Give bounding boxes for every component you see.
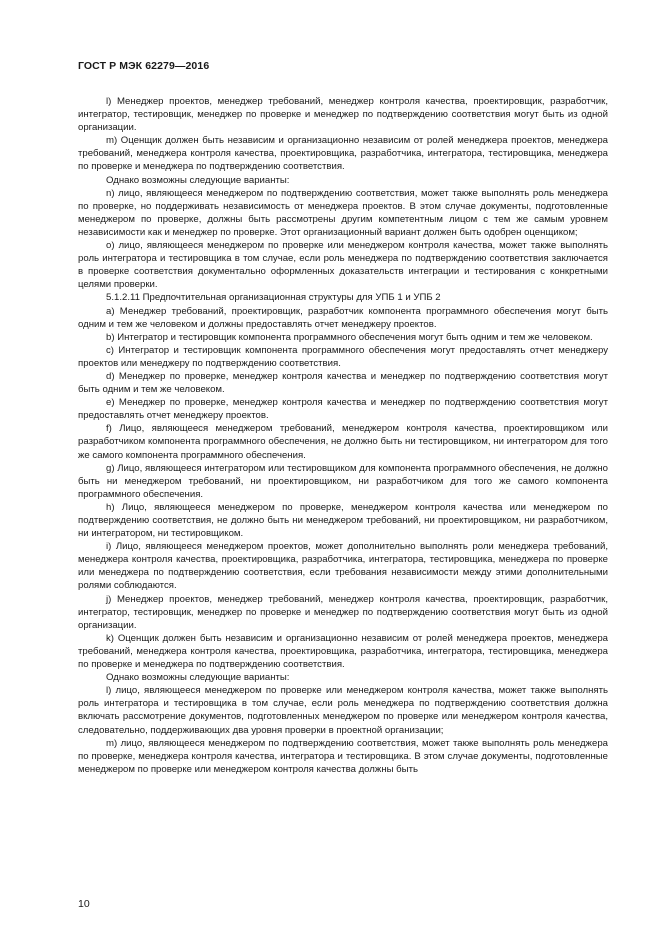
paragraph-m-2: m) лицо, являющееся менеджером по подтверждению соответствия, может также выполнять роль менеджера по проверке, менеджера контроля качества, интегратора и тестировщика. В этом случае документы, подготовленные менеджером по проверке или менеджером контроля качества должны быть: [78, 737, 608, 775]
document-body: [78, 95, 608, 776]
paragraph-f: f) Лицо, являющееся менеджером требований, менеджером контроля качества, проектировщиком или разработчиком компонента программного обеспечения, не должно быть ни тестировщиком, ни интегратором для того же самого компонента программного обеспечения.: [78, 423, 608, 461]
paragraph-b: b) Интегратор и тестировщик компонента программного обеспечения могут быть одним и тем же человеком.: [106, 331, 593, 343]
paragraph-n: n) лицо, являющееся менеджером по подтверждению соответствия, может также выполнять роль менеджера по проверке, но поддерживать независимость от менеджера проектов. В этом случае документы, подготовленные менеджером по проверке, должны быть рассмотрены другим компетентным лицом с тем же самым уровнем независимости как и менеджер по проверке. Этот организационный вариант должен быть одобрен оценщиком;: [78, 187, 608, 238]
page-number: 10: [78, 898, 90, 910]
paragraph-k: k) Оценщик должен быть независим и организационно независим от ролей менеджера проектов, менеджера требований, менеджера контроля качества, проектировщика, разработчика, интегратора, тестировщика, менеджера по проверке и менеджера по подтверждению соответствия.: [78, 632, 608, 671]
paragraph-l: l) Менеджер проектов, менеджер требований, менеджер контроля качества, проектировщик, разработчик, интегратор, тестировщик, менеджер по проверке и менеджер по подтверждению соответствия могут быть из одной организации.: [78, 96, 608, 134]
paragraph-j: j) Менеджер проектов, менеджер требований, менеджер контроля качества, проектировщик, разработчик, интегратор, тестировщик, менеджер по проверке и менеджер по подтверждению соответствия могут быть из одной организации.: [78, 593, 608, 631]
paragraph-o: o) лицо, являющееся менеджером по проверке или менеджером контроля качества, может также выполнять роль интегратора и тестировщика в том случае, если роль менеджера по подтверждению соответствия заключается в проверке соответствия документально оформленных доказательств интеграции и тестирования с конкретными целями проверки.: [78, 240, 608, 291]
paragraph-e: e) Менеджер по проверке, менеджер контроля качества и менеджер по подтверждению соответствия могут предоставлять отчет менеджеру проектов.: [78, 397, 608, 422]
paragraph-variants-intro-2: Однако возможны следующие варианты:: [106, 672, 290, 684]
paragraph-h: h) Лицо, являющееся менеджером по проверке, менеджером контроля качества или менеджером по подтверждению соответствия, не должно быть ни менеджером требований, ни проектировщиком, ни разработчиком, ни интегратором, ни тестировщиком.: [78, 501, 608, 540]
paragraph-variants-intro: Однако возможны следующие варианты:: [106, 174, 290, 186]
section-heading: 5.1.2.11 Предпочтительная организационная структуры для УПБ 1 и УПБ 2: [106, 292, 441, 304]
paragraph-d: d) Менеджер по проверке, менеджер контроля качества и менеджер по подтверждению соответствия могут быть одним и тем же человеком.: [78, 370, 608, 396]
paragraph-a: а) Менеджер требований, проектировщик, разработчик компонента программного обеспечения могут быть одним и тем же человеком и должны предоставлять отчет менеджеру проектов.: [78, 305, 608, 330]
paragraph-i: i) Лицо, являющееся менеджером проектов, может дополнительно выполнять роли менеджера требований, менеджера контроля качества, проектировщика, разработчика, интегратора, тестировщика, менеджера по проверке или менеджера по подтверждению соответствия, если требования независимости между этими дополнительными ролями соблюдаются.: [78, 541, 608, 592]
paragraph-c: c) Интегратор и тестировщик компонента программного обеспечения могут предоставлять отчет менеджеру проектов или менеджеру по подтверждению соответствия.: [78, 344, 608, 369]
paragraph-g: g) Лицо, являющееся интегратором или тестировщиком для компонента программного обеспечения, не должно быть ни менеджером требований, ни проектировщиком, ни разработчиком для того же самого компонента программного обеспечения.: [78, 462, 608, 500]
paragraph-m: m) Оценщик должен быть независим и организационно независим от ролей менеджера проектов, менеджера требований, менеджера контроля качества, проектировщика, разработчика, интегратора, тестировщика, менеджера по проверке и менеджера по подтверждению соответствия.: [78, 135, 608, 173]
document-header: ГОСТ Р МЭК 62279—2016: [78, 60, 210, 72]
paragraph-l-2: l) лицо, являющееся менеджером по проверке или менеджером контроля качества, может также выполнять роль интегратора и тестировщика в том случае, если роль менеджера по подтверждению соответствия должна включать рассмотрение документов, подготовленных менеджером по проверке или менеджером контроля качества, следовательно, поддерживающих два уровня проверки в проектной организации;: [78, 685, 608, 736]
